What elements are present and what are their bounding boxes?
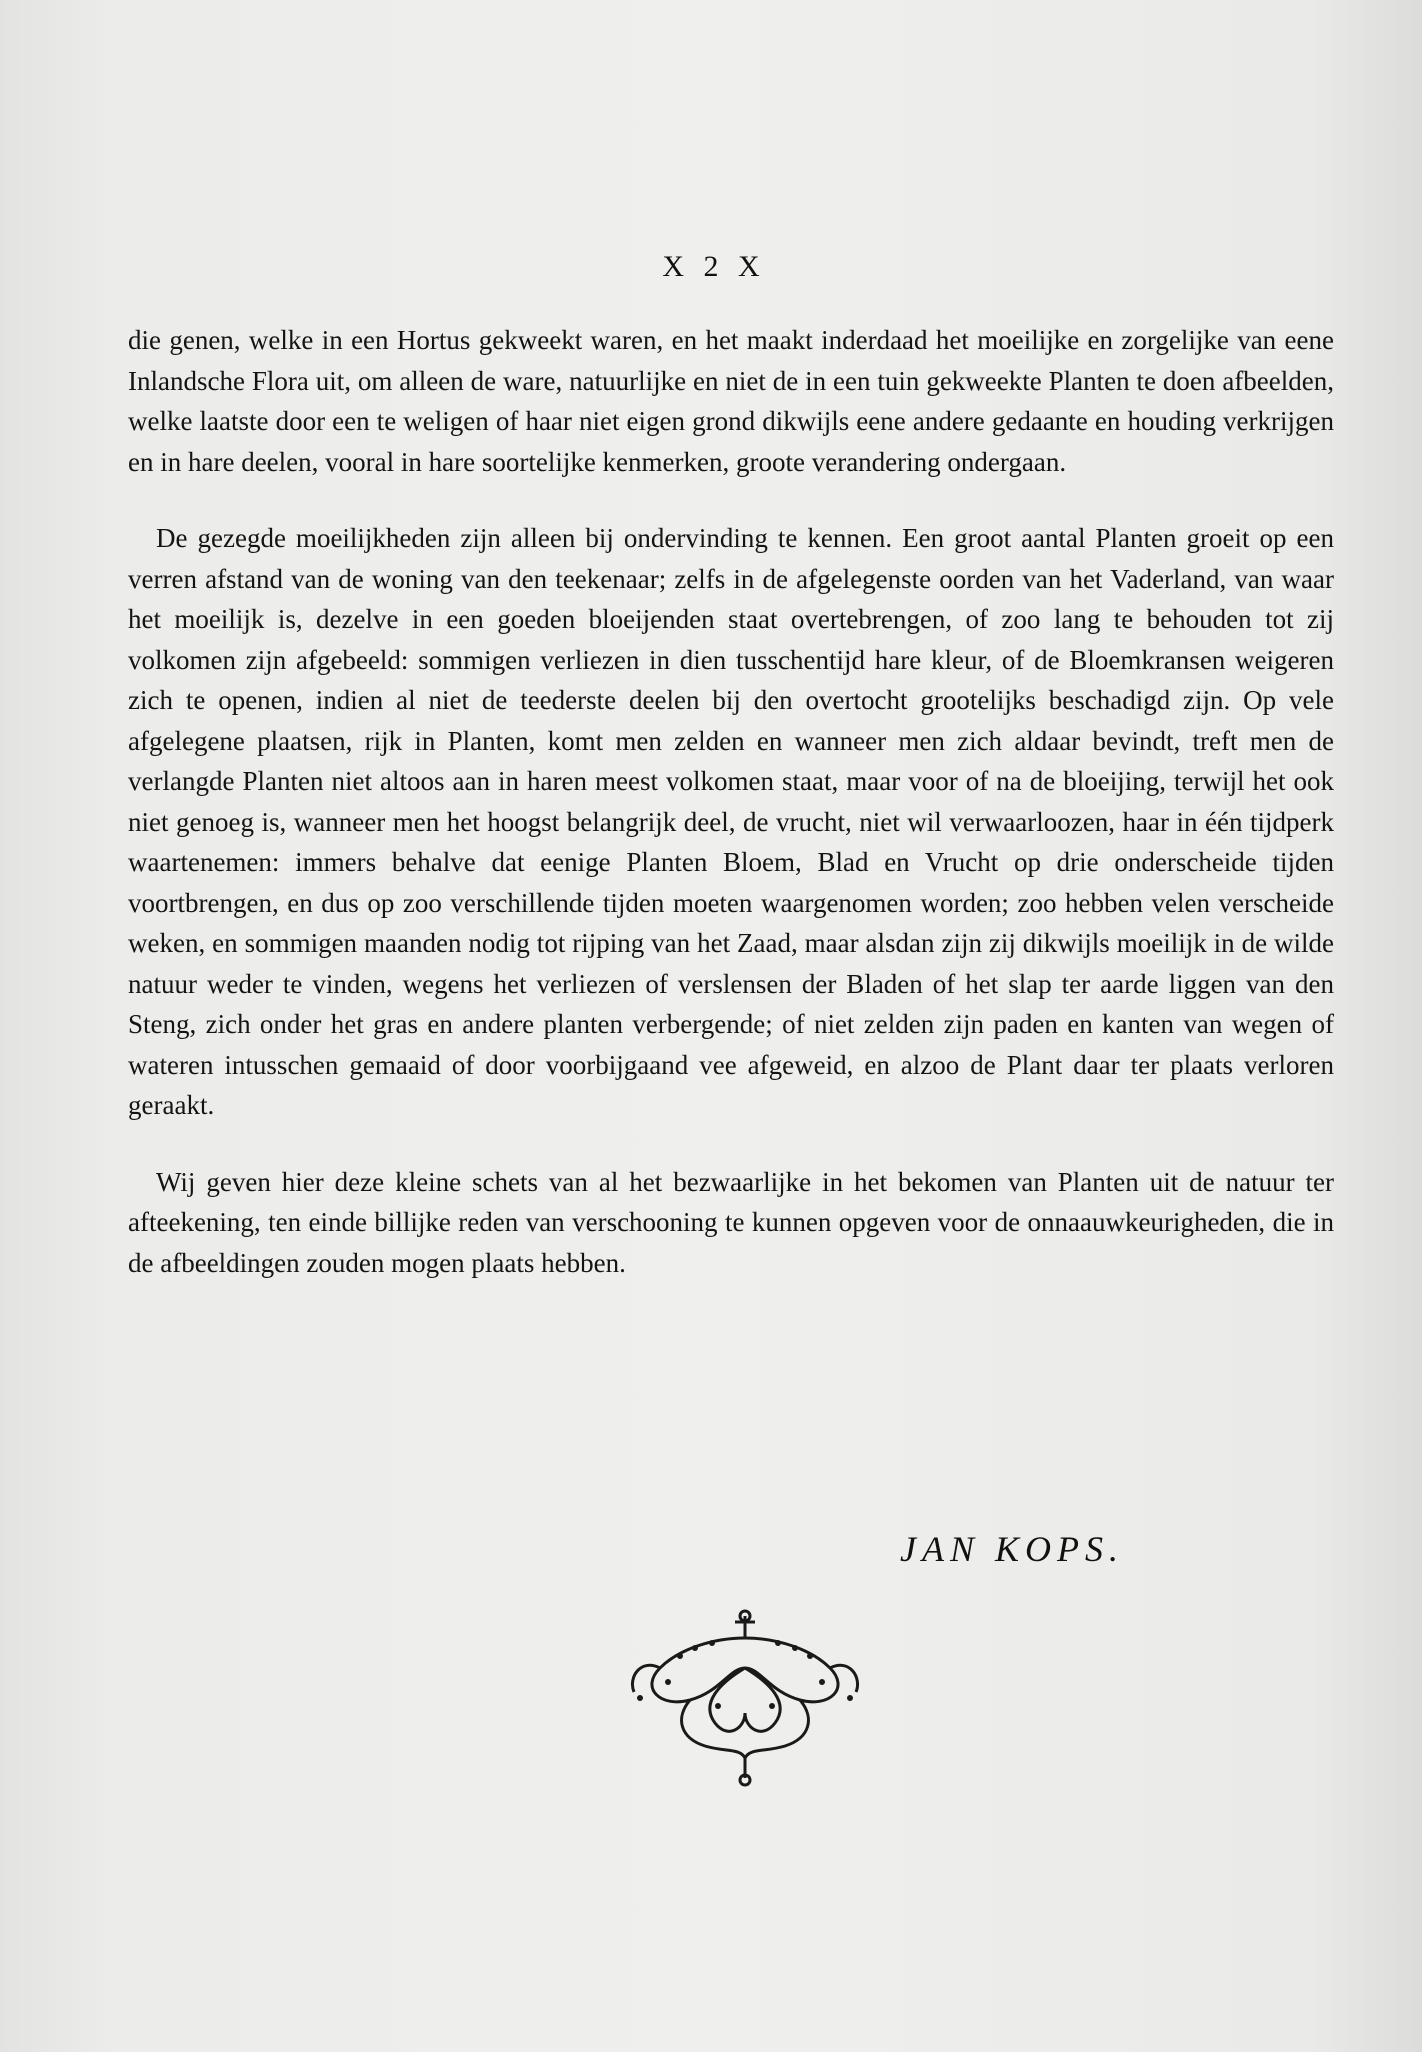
folio-ornament-left: X <box>662 250 684 283</box>
decorative-flourish-ornament <box>620 1608 870 1788</box>
page-folio <box>0 250 1422 284</box>
author-signature: JAN KOPS. <box>900 1529 1124 1569</box>
paragraph-3: Wij geven hier deze kleine schets van al het bezwaarlijke in het bekomen van Planten uit de natuur ter afteekening, ten einde billijke reden van verschooning te kunnen opgeven voor de onnaauwkeurigheden, die in de afbeeldingen zouden mogen plaats hebben. <box>128 1166 1334 1278</box>
folio-number: 2 <box>703 250 719 283</box>
paragraph-2: De gezegde moeilijkheden zijn alleen bij ondervinding te kennen. Een groot aantal Planten groeit op een verren afstand van de woning van den teekenaar; zelfs in de afgelegenste oorden van het Vaderland, van waar het moeilijk is, dezelve in een goeden bloeijenden staat overtebrengen, of zoo lang te behouden tot zij volkomen zijn afgebeeld: sommigen verliezen in dien tusschentijd hare kleur, of de Bloemkransen weigeren zich te openen, indien al niet de teederste deelen bij den overtocht grootelijks beschadigd zijn. Op vele afgelegene plaatsen, rijk in Planten, komt men zelden en wanneer men zich aldaar bevindt, treft men de verlangde Planten niet altoos aan in haren meest volkomen staat, maar voor of na de bloeijing, terwijl het ook niet genoeg is, wanneer men het hoogst belangrijk deel, de vrucht, niet wil verwaarloozen, haar in één tijdperk waartenemen: immers behalve dat eenige Planten Bloem, Blad en Vrucht op drie onderscheide tijden voortbrengen, en dus op zoo verschillende tijden moeten waargenomen worden; zoo hebben velen verscheide weken, en sommigen maanden nodig tot rijping van het Zaad, maar alsdan zijn zij dikwijls moeilijk in de wilde natuur weder te vinden, wegens het verliezen of verslensen der Bladen of het slap ter aarde liggen van den Steng, zich onder het gras en andere planten verbergende; of niet zelden zijn paden en kanten van wegen of wateren intusschen gemaaid of door voorbijgaand vee afgeweid, en alzoo de Plant daar ter plaats verloren geraakt. <box>128 523 1334 1120</box>
folio-ornament-right: X <box>738 250 760 283</box>
paragraph-1: die genen, welke in een Hortus gekweekt waren, en het maakt inderdaad het moeilijke en zorgelijke van eene Inlandsche Flora uit, om alleen de ware, natuurlijke en niet de in een tuin gekweekte Planten te doen afbeelden, welke laatste door een te weligen of haar niet eigen grond dikwijls eene andere gedaante en houding verkrijgen en in hare deelen, vooral in hare soortelijke kenmerken, groote verandering ondergaan. <box>128 325 1334 477</box>
body-text <box>128 320 1334 1283</box>
